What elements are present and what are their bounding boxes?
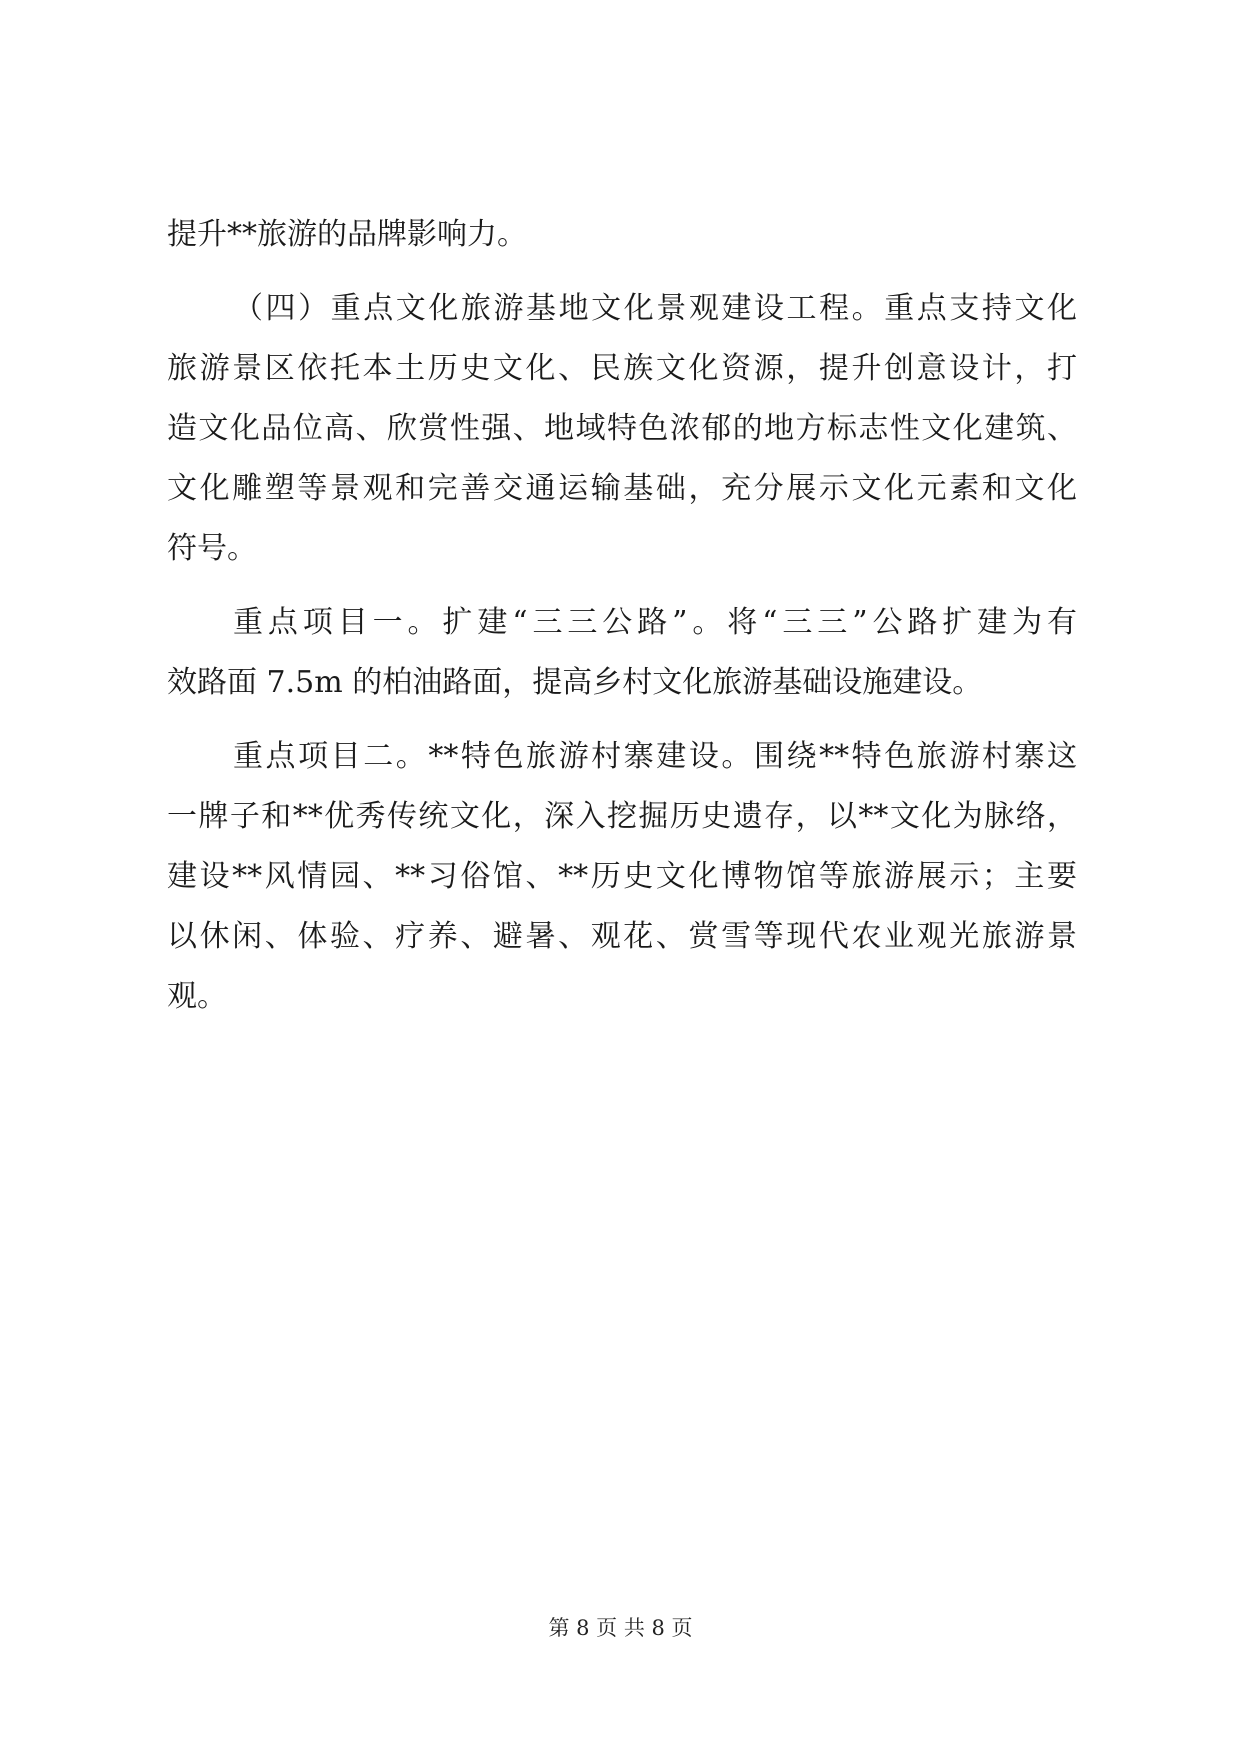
text-line: 建设**风情园、**习俗馆、**历史文化博物馆等旅游展示；主要 [167, 859, 1077, 894]
paragraph [167, 279, 1077, 579]
text-line: 文化雕塑等景观和完善交通运输基础，充分展示文化元素和文化 [167, 471, 1077, 506]
text-line: 符号。 [167, 531, 257, 566]
text-line: 提升**旅游的品牌影响力。 [167, 217, 527, 252]
page-footer: 第 8 页 共 8 页 [548, 1616, 693, 1640]
text-line: （四）重点文化旅游基地文化景观建设工程。重点支持文化 [233, 291, 1077, 326]
text-line: 造文化品位高、欣赏性强、地域特色浓郁的地方标志性文化建筑、 [167, 411, 1077, 446]
paragraph [167, 727, 1077, 1027]
text-line: 重点项目二。**特色旅游村寨建设。围绕**特色旅游村寨这 [233, 739, 1077, 774]
text-line: 以休闲、体验、疗养、避暑、观花、赏雪等现代农业观光旅游景 [167, 919, 1077, 954]
text-line: 重点项目一。扩建“三三公路”。将“三三”公路扩建为有 [233, 605, 1077, 640]
text-line: 一牌子和**优秀传统文化，深入挖掘历史遗存，以**文化为脉络， [167, 799, 1077, 834]
paragraph [167, 205, 1077, 265]
document-body [167, 205, 1077, 1027]
text-line: 效路面 7.5m 的柏油路面，提高乡村文化旅游基础设施建设。 [167, 665, 983, 700]
paragraph [167, 593, 1077, 713]
text-line: 观。 [167, 979, 227, 1014]
text-line: 旅游景区依托本土历史文化、民族文化资源，提升创意设计，打 [167, 351, 1077, 386]
